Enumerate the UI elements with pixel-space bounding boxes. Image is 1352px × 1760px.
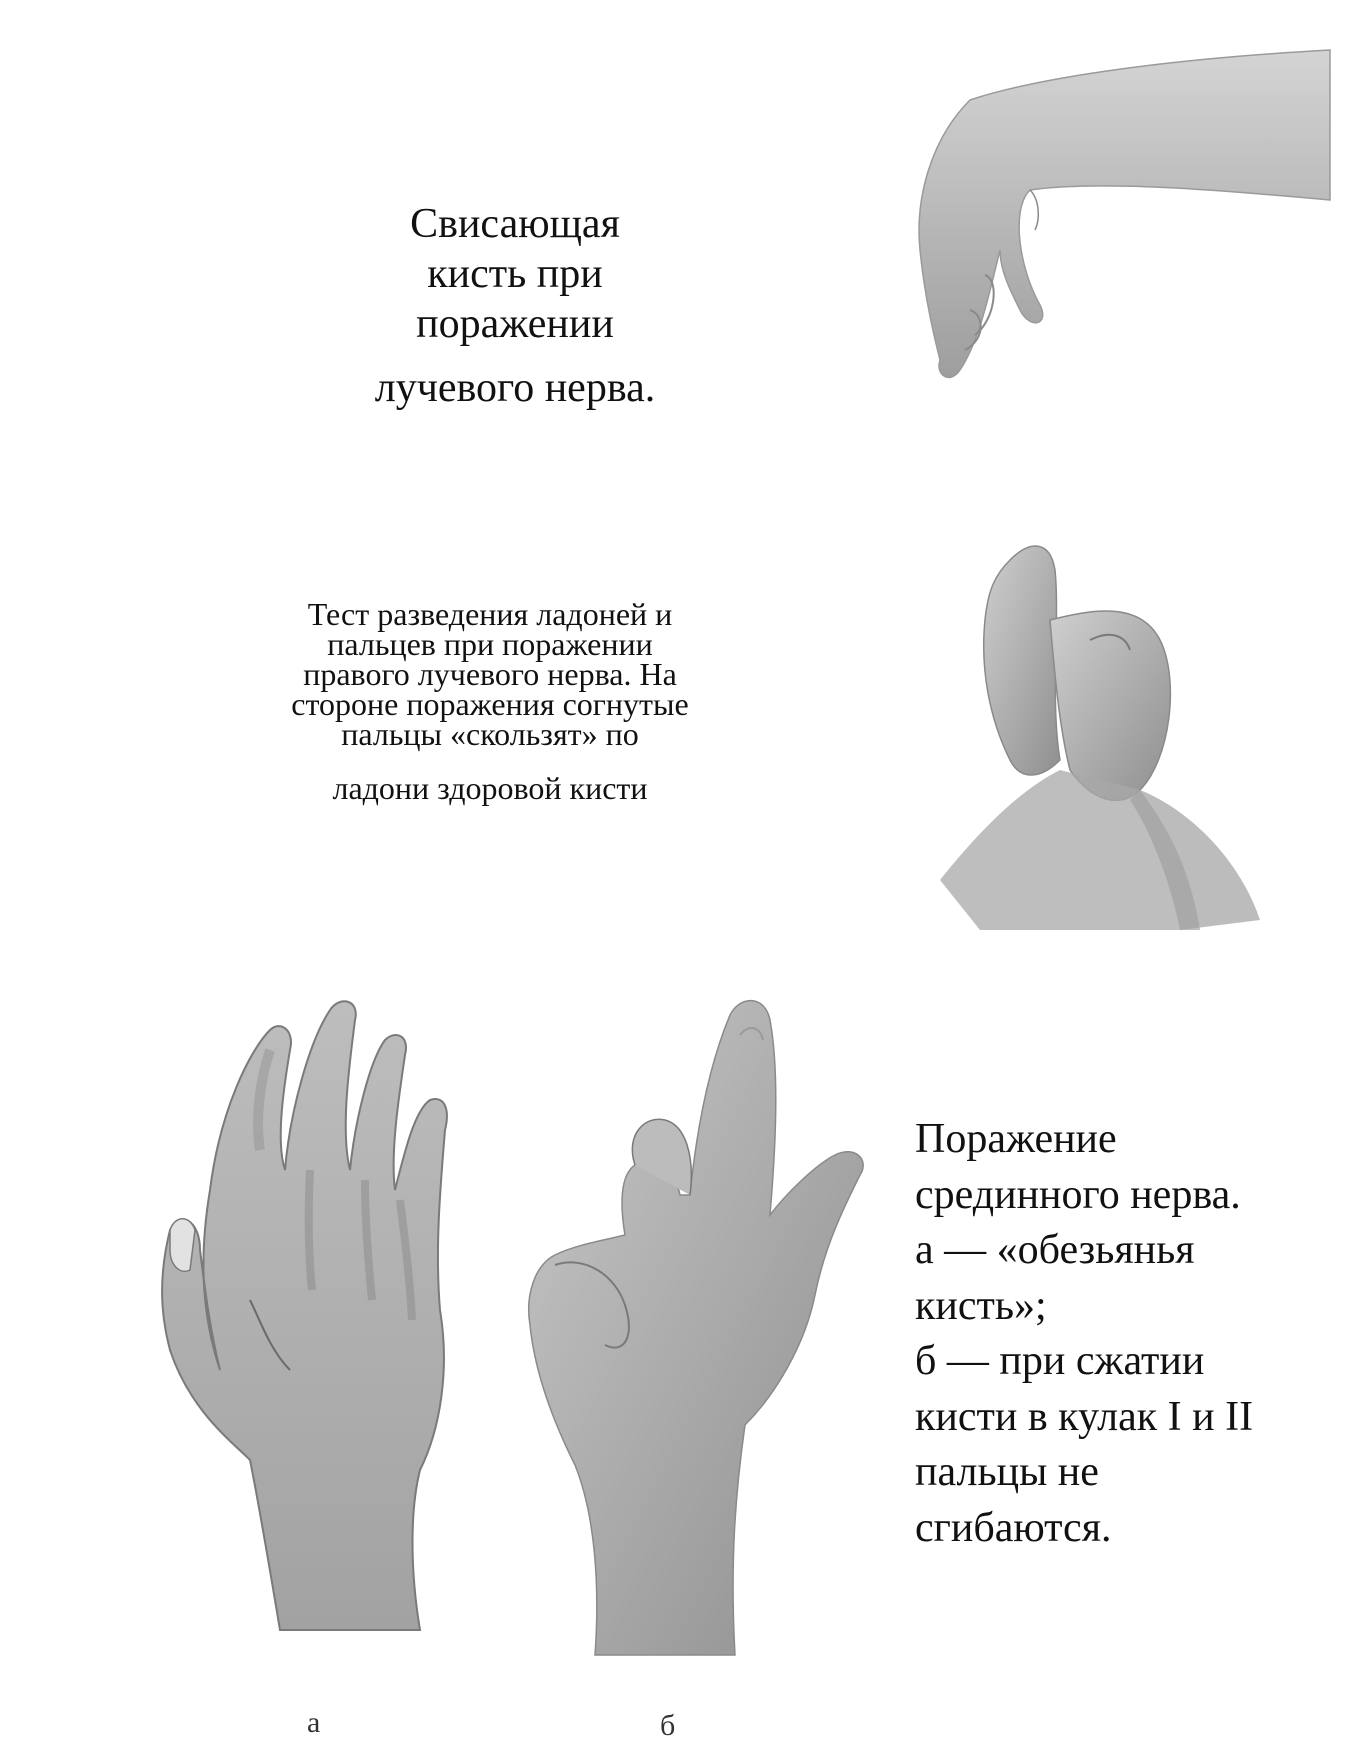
figure-label-b: б — [660, 1709, 676, 1742]
caption-line: пальцев при поражении — [327, 626, 653, 662]
caption-line: Тест разведения ладоней и — [307, 596, 673, 632]
caption-line: ладони здоровой кисти — [332, 770, 648, 806]
median-nerve-caption — [915, 1118, 1335, 1562]
drop-hand-caption — [330, 203, 700, 417]
caption-line: пальцы не — [915, 1449, 1099, 1495]
caption-line: срединного нерва. — [915, 1171, 1241, 1218]
caption-line: кисть при — [427, 251, 603, 297]
caption-line: а — «обезьянья — [915, 1227, 1195, 1273]
caption-line: стороне поражения согнутые — [291, 686, 689, 722]
caption-line: б — при сжатии — [915, 1338, 1205, 1384]
caption-line: правого лучевого нерва. На — [303, 656, 677, 692]
caption-line: поражении — [416, 301, 614, 347]
caption-line: Свисающая — [410, 201, 620, 247]
drop-hand-illustration — [890, 40, 1350, 410]
figure-label-a: а — [307, 1706, 321, 1739]
caption-line: лучевого нерва. — [374, 365, 656, 411]
pointing-hand-illustration — [525, 995, 895, 1695]
caption-line: сгибаются. — [915, 1504, 1112, 1551]
caption-line: пальцы «скользят» по — [341, 716, 639, 752]
palms-test-caption — [240, 596, 740, 806]
caption-line: кисти в кулак I и II — [915, 1393, 1254, 1440]
caption-line: Поражение — [915, 1116, 1117, 1162]
palms-test-illustration — [940, 530, 1310, 930]
caption-line: кисть»; — [915, 1282, 1047, 1329]
ape-hand-illustration — [160, 990, 480, 1690]
